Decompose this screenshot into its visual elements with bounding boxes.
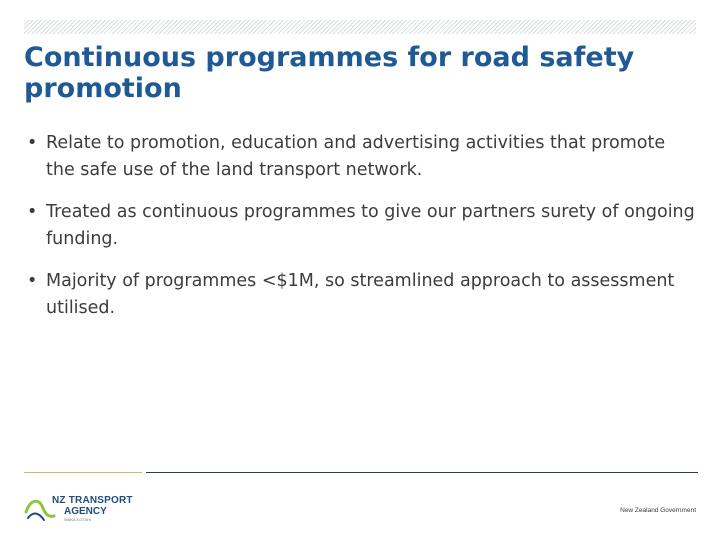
bullet-item [24,268,696,322]
bullet-text: Treated as continuous programmes to give our partners surety of ongoing funding. [46,202,695,249]
bullet-marker: • [27,271,38,291]
bullet-text: Majority of programmes <$1M, so streamlined approach to assessment utilised. [46,271,675,318]
nz-government-wordmark: New Zealand Government [620,507,696,514]
bullet-marker: • [27,202,38,222]
footer-rule-navy [146,472,698,473]
logo-text-line3: WAKA KOTAHI [64,517,92,522]
header-hatch-band [24,20,696,34]
logo-text-line1: NZ TRANSPORT [52,495,133,506]
bullet-item [24,130,696,184]
nz-transport-agency-logo [24,494,154,522]
bullet-marker: • [27,133,38,153]
slide-title: Continuous programmes for road safety promotion [24,42,635,104]
footer-rule-gold [24,472,142,473]
bullet-text: Relate to promotion, education and advertising activities that promote the safe use of the land transport network. [46,133,666,180]
bullet-list [24,130,696,337]
bullet-item [24,199,696,253]
logo-text-line2: AGENCY [64,506,107,517]
